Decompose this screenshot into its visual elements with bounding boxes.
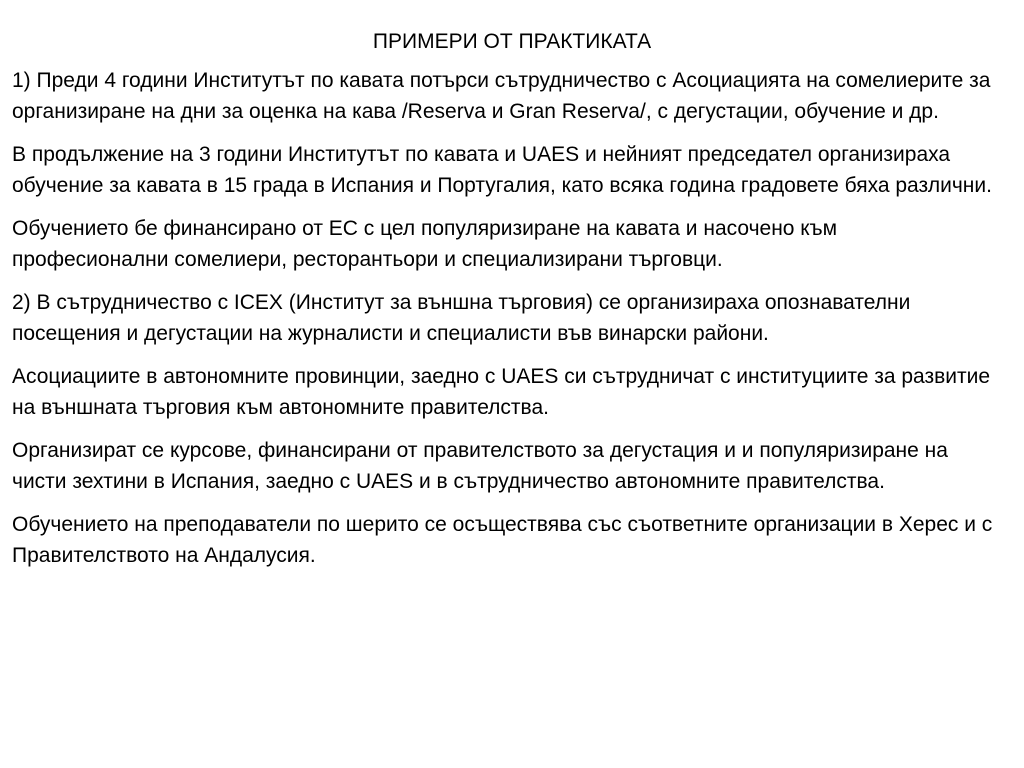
paragraph-icex-cooperation: 2) В сътрудничество с ICEX (Институт за външна търговия) се организираха опознавателни посещения и дегустации на журналисти и специалисти във винарски райони. [12, 291, 911, 345]
paragraph-eu-funding: Обучението бе финансирано от ЕС с цел популяризиране на кавата и насочено към професионални сомелиери, ресторантьори и специализирани търговци. [12, 217, 838, 271]
slide-title: ПРИМЕРИ ОТ ПРАКТИКАТА [372, 30, 652, 53]
paragraph-regional-associations: Асоциациите в автономните провинции, заедно с UAES си сътрудничат с институциите за развитие на външната търговия към автономните правителства. [12, 365, 991, 419]
paragraph-cava-institute-sommeliers: 1) Преди 4 години Институтът по кавата потърси сътрудничество с Асоциацията на сомелиерите за организиране на дни за оценка на кава /Reserva и Gran Reserva/, с дегустации, обучение и др. [12, 69, 991, 123]
paragraph-olive-oil-courses: Организират се курсове, финансирани от правителството за дегустация и и популяризиране на чисти зехтини в Испания, заедно с UAES и в сътрудничество автономните правителства. [12, 439, 948, 493]
paragraph-training-15-cities: В продължение на 3 години Институтът по кавата и UAES и нейният председател организираха обучение за кавата в 15 града в Испания и Португалия, като всяка година градовете бяха различни. [12, 143, 992, 197]
paragraph-sherry-teachers: Обучението на преподаватели по шерито се осъществява със съответните организации в Херес и с Правителството на Андалусия. [12, 513, 993, 567]
